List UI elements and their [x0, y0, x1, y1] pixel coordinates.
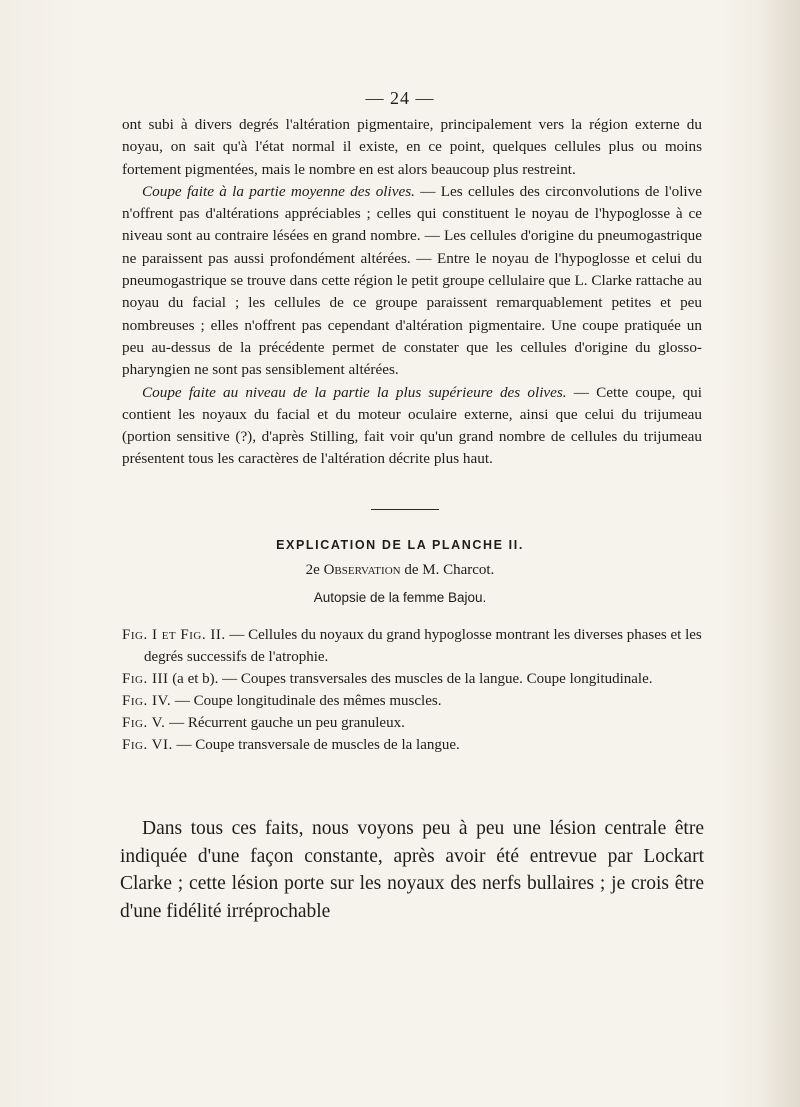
- figure-entry: [122, 624, 702, 668]
- figure-label: Fig. III: [122, 671, 169, 687]
- final-paragraph: Dans tous ces faits, nous voyons peu à peu une lésion centrale être indiquée d'une façon constante, après avoir été entrevue par Lockart Clarke ; cette lésion porte sur les noyaux des nerfs bullaires ; je crois être d'une fidélité irréprochable: [120, 818, 704, 922]
- paragraph-coupe-superieure: [122, 382, 702, 471]
- paragraph-text: ont subi à divers degrés l'altération pigmentaire, principalement vers la région externe du noyau, on sait qu'à l'état normal il existe, en ce point, quelques cellules plus ou moins fortement pigmentées, mais le nombre en est alors beaucoup plus restreint.: [122, 116, 702, 178]
- figure-entry: [122, 712, 702, 734]
- observation-rest: de M. Charcot.: [400, 562, 495, 578]
- autopsy-line: Autopsie de la femme Bajou.: [313, 590, 487, 605]
- observation-word: Observation: [323, 562, 401, 578]
- figure-text: — Coupe transversale de muscles de la langue.: [172, 737, 460, 753]
- figure-label: Fig. V.: [122, 715, 166, 731]
- figure-label: Fig. VI.: [122, 737, 173, 753]
- figure-entry: [122, 690, 702, 712]
- figure-text: — Cellules du noyaux du grand hypoglosse montrant les diverses phases et les degrés successifs de l'atrophie.: [144, 627, 702, 665]
- figure-text: — Récurrent gauche un peu granuleux.: [165, 715, 405, 731]
- paragraph-text: — Cette coupe, qui contient les noyaux du facial et du moteur oculaire externe, ainsi que celui du trijumeau (portion sensitive (?), d'après Stilling, fait voir qu'un grand nombre de cellules du trijumeau présentent tous les caractères de l'altération décrite plus haut.: [122, 383, 702, 468]
- body-text: [122, 114, 702, 471]
- figure-text: (a et b). — Coupes transversales des muscles de la langue. Coupe longitudinale.: [168, 671, 653, 687]
- observation-number: 2e: [305, 562, 320, 578]
- section-divider: [371, 509, 439, 510]
- page-edge-shadow: [760, 0, 800, 1107]
- plate-title: EXPLICATION DE LA PLANCHE II.: [276, 538, 524, 552]
- figure-label: Fig. I et Fig. II.: [122, 627, 226, 643]
- figure-label: Fig. IV.: [122, 693, 172, 709]
- figure-entry: [122, 668, 702, 690]
- paragraph-text: — Les cellules des circonvolutions de l'olive n'offrent pas d'altérations appréciables ; celles qui constituent le noyau de l'hypoglosse à ce niveau sont au contraire lésées en grand nombre. — Les cellules d'origine du pneumogastrique ne paraissent pas aussi profondément altérées. — Entre le noyau de l'hypoglosse et celui du pneumogastrique se trouve dans cette région le petit groupe cellulaire que L. Clarke rattache au noyau du facial ; les cellules de ce groupe paraissent remarquablement petites et peu nombreuses ; elles n'offrent pas cependant d'altération pigmentaire. Une coupe pratiquée un peu au-dessus de la précédente permet de constater que les cellules d'origine du glosso-pharyngien ne sont pas sensiblement altérées.: [122, 182, 702, 379]
- paragraph-heading: Coupe faite au niveau de la partie la plus supérieure des olives.: [142, 383, 567, 401]
- figure-text: — Coupe longitudinale des mêmes muscles.: [171, 693, 442, 709]
- paragraph-continuation: [122, 114, 702, 181]
- figure-list: [122, 624, 702, 756]
- paragraph-heading: Coupe faite à la partie moyenne des olives.: [142, 182, 415, 200]
- figure-entry: [122, 734, 702, 756]
- paragraph-coupe-moyenne: [122, 181, 702, 382]
- observation-heading: [0, 562, 800, 579]
- page-number: — 24 —: [365, 88, 435, 108]
